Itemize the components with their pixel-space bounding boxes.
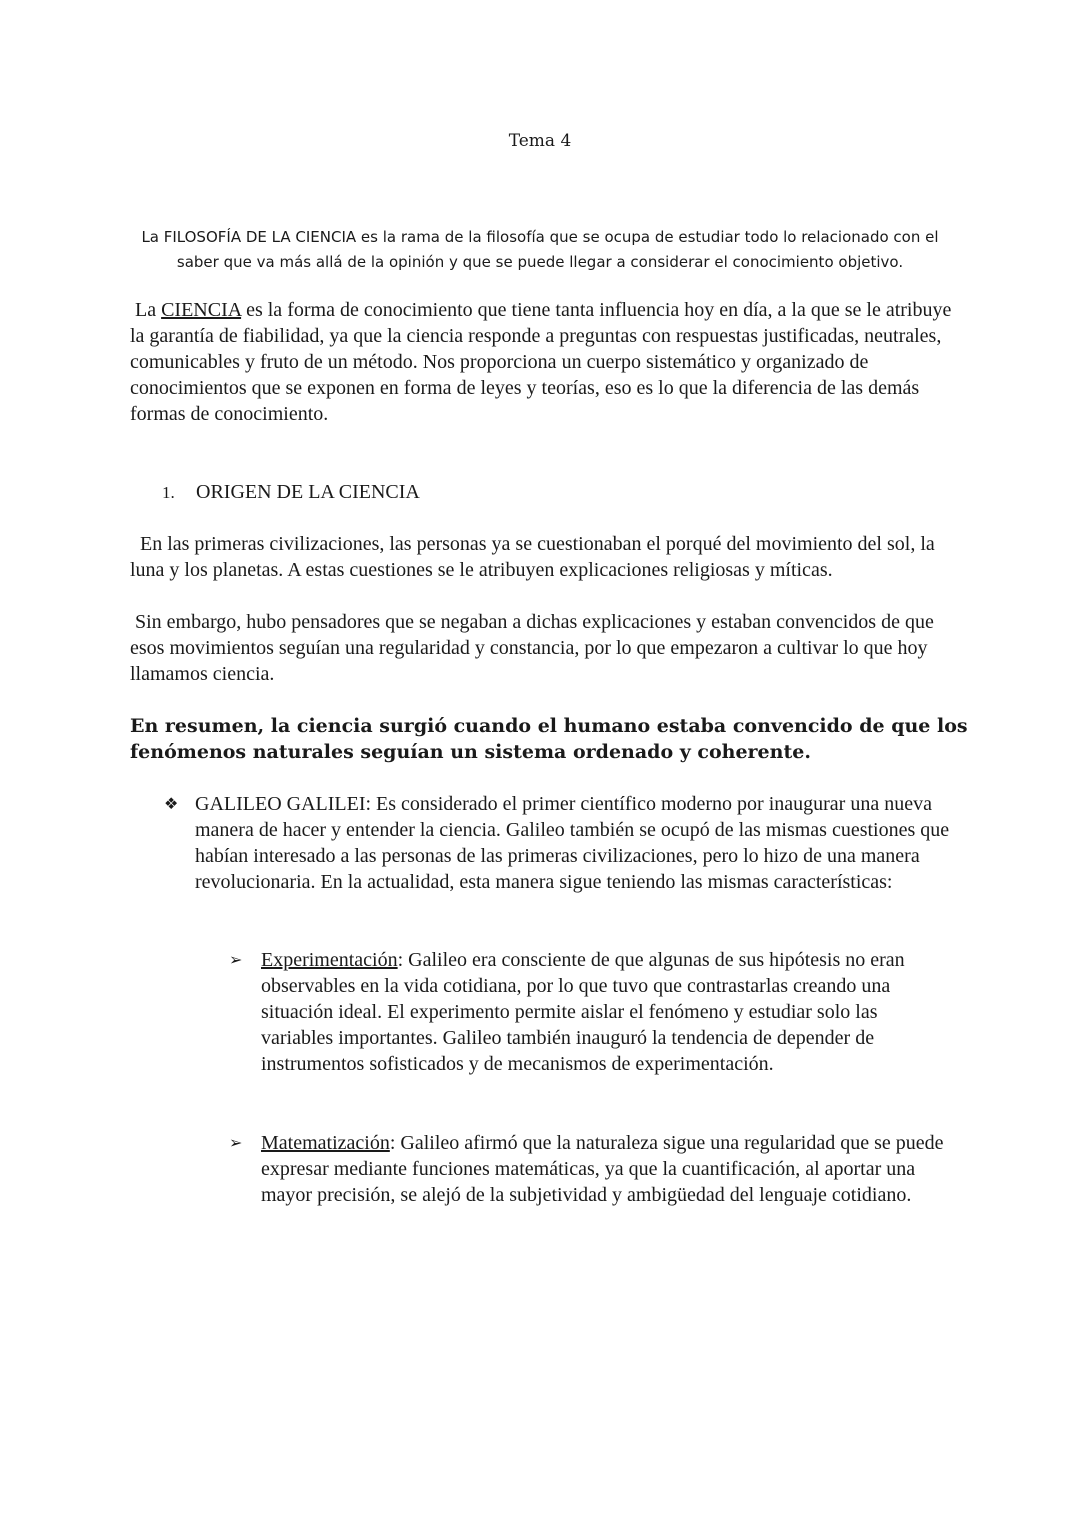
section-title: ORIGEN DE LA CIENCIA [196, 481, 420, 503]
experimentacion-text: : Galileo era consciente de que algunas de sus hipótesis no eran observables en la vida cotidiana, por lo que tuvo que contrastarlas creando una situación ideal. El experimento permite aislar el fenómeno y estudiar solo las variables importantes. Galileo también inauguró la tendencia de depender de instrumentos sofisticados y de mecanismos de experimentación. [261, 949, 905, 1075]
ciencia-prefix: La [135, 299, 162, 321]
section-number: 1. [162, 483, 175, 502]
origin-paragraph-1-text: En las primeras civilizaciones, las personas ya se cuestionaban el porqué del movimiento del sol, la luna y los planetas. A estas cuestiones se le atribuyen explicaciones religiosas y míticas. [130, 533, 935, 581]
intro-paragraph: La FILOSOFÍA DE LA CIENCIA es la rama de la filosofía que se ocupa de estudiar todo lo relacionado con el saber que va más allá de la opinión y que se puede llegar a considerar el conocimiento objetivo. [141, 228, 939, 271]
arrow-bullet-icon: ➢ [229, 1133, 243, 1152]
origin-paragraph-2 [130, 609, 952, 687]
origin-paragraph-1 [130, 531, 952, 583]
ciencia-term: CIENCIA [161, 299, 242, 321]
matematizacion-item [261, 1130, 951, 1208]
page-title: Tema 4 [508, 131, 572, 151]
matematizacion-term: Matematización [261, 1132, 390, 1154]
galileo-bullet: GALILEO GALILEI: Es considerado el primer científico moderno por inaugurar una nueva manera de hacer y entender la ciencia. Galileo también se ocupó de las mismas cuestiones que habían interesado a las personas de las primeras civilizaciones, pero lo hizo de una manera revolucionaria. En la actualidad, esta manera sigue teniendo las mismas características: [195, 793, 950, 893]
arrow-bullet-icon: ➢ [229, 950, 243, 969]
experimentacion-term: Experimentación [261, 949, 398, 971]
experimentacion-item [261, 947, 951, 1077]
matematizacion-text: : Galileo afirmó que la naturaleza sigue una regularidad que se puede expresar mediante funciones matemáticas, ya que la cuantificación, al aportar una mayor precisión, se alejó de la subjetividad y ambigüedad del lenguaje cotidiano. [261, 1132, 944, 1206]
origin-paragraph-2-text: Sin embargo, hubo pensadores que se negaban a dichas explicaciones y estaban convencidos de que esos movimientos seguían una regularidad y constancia, por lo que empezaron a cultivar lo que hoy llamamos ciencia. [130, 611, 934, 685]
diamond-bullet-icon: ❖ [164, 794, 179, 813]
ciencia-paragraph [130, 297, 952, 427]
section-heading [162, 479, 862, 506]
summary-paragraph: En resumen, la ciencia surgió cuando el humano estaba convencido de que los fenómenos naturales seguían un sistema ordenado y coherente. [130, 715, 968, 763]
ciencia-text: es la forma de conocimiento que tiene tanta influencia hoy en día, a la que se le atribuye la garantía de fiabilidad, ya que la ciencia responde a preguntas con respuestas justificadas, neutrales, comunicables y fruto de un método. Nos proporciona un cuerpo sistemático y organizado de conocimientos que se exponen en forma de leyes y teorías, eso es lo que la diferencia de las demás formas de conocimiento. [130, 299, 952, 425]
